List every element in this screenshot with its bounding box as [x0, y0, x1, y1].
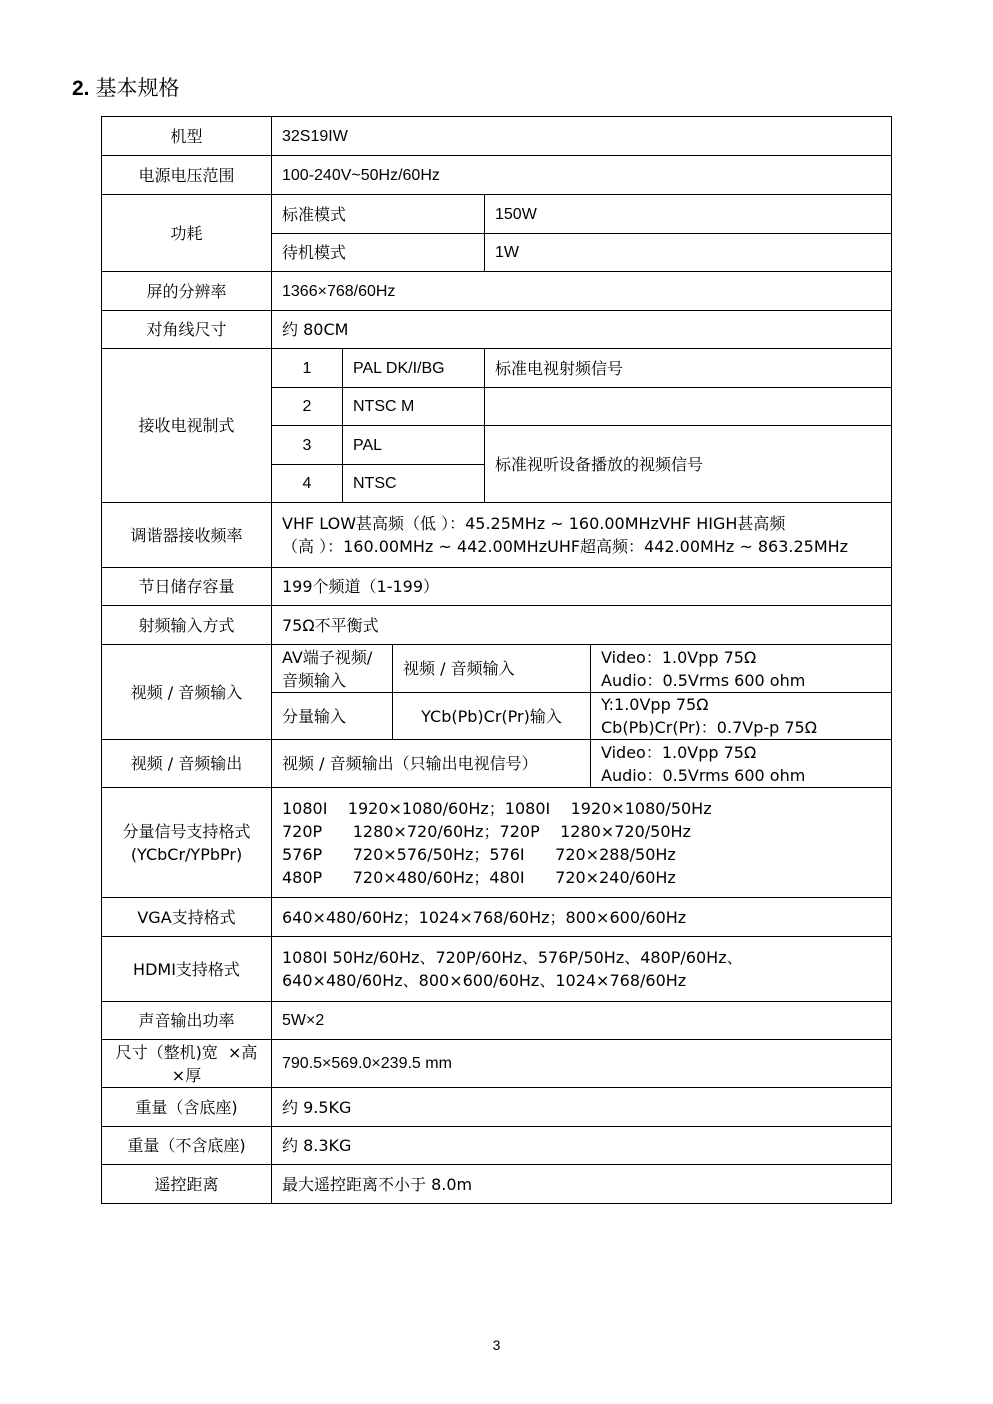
av-output-spec	[591, 740, 892, 788]
value-channels: 199个频道（1-199）	[272, 568, 892, 606]
row-vga	[102, 898, 892, 937]
label-dimensions	[102, 1040, 272, 1088]
page-number: 3	[492, 1337, 501, 1353]
row-tuner	[102, 503, 892, 568]
tv-system-name: NTSC	[343, 465, 485, 503]
row-model	[102, 117, 892, 156]
component-format-line: 720P 1280×720/60Hz；720P 1280×720/50Hz	[282, 821, 691, 841]
tv-system-desc: 标准电视射频信号	[485, 349, 892, 388]
power-standby-value: 1W	[485, 234, 892, 272]
av-output-desc: 视频 / 音频输出（只输出电视信号）	[272, 740, 591, 788]
row-component-formats	[102, 788, 892, 898]
av-output-spec-line-2: Audio：0.5Vrms 600 ohm	[601, 765, 806, 785]
component-formats-label-line-2: (YCbCr/YPbPr)	[130, 844, 243, 864]
component-format-line: 576P 720×576/50Hz；576I 720×288/50Hz	[282, 844, 676, 864]
row-tv-system-1	[102, 349, 892, 388]
component-format-line: 480P 720×480/60Hz；480I 720×240/60Hz	[282, 867, 676, 887]
component-format-line: 1080I 1920×1080/60Hz；1080I 1920×1080/50Hz	[282, 798, 712, 818]
spec-table	[101, 116, 892, 1204]
row-channels	[102, 568, 892, 606]
label-component-formats	[102, 788, 272, 898]
tv-system-no: 3	[272, 426, 343, 465]
value-diagonal: 约 80CM	[272, 311, 892, 349]
av-input-spec	[591, 645, 892, 693]
component-spec-line-2: Cb(Pb)Cr(Pr)：0.7Vp-p 75Ω	[601, 718, 817, 737]
label-model: 机型	[102, 117, 272, 156]
dimensions-label-line-1: 尺寸（整机)宽 ×高	[115, 1042, 258, 1062]
value-component-formats	[272, 788, 892, 898]
row-power-standard	[102, 195, 892, 234]
row-av-output	[102, 740, 892, 788]
av-terminal-line-2: 音频输入	[282, 670, 347, 690]
power-standby-mode: 待机模式	[272, 234, 485, 272]
component-terminal: 分量输入	[272, 693, 393, 740]
tv-system-name: NTSC M	[343, 388, 485, 426]
av-output-spec-line-1: Video：1.0Vpp 75Ω	[601, 742, 757, 762]
label-resolution: 屏的分辨率	[102, 272, 272, 311]
value-weight-base: 约 9.5KG	[272, 1088, 892, 1127]
label-vga: VGA支持格式	[102, 898, 272, 937]
row-weight-nobase	[102, 1127, 892, 1165]
label-diagonal: 对角线尺寸	[102, 311, 272, 349]
label-audio-power: 声音输出功率	[102, 1002, 272, 1040]
component-formats-label-line-1: 分量信号支持格式	[122, 821, 251, 841]
label-power: 功耗	[102, 195, 272, 272]
tv-system-name: PAL DK/I/BG	[343, 349, 485, 388]
row-av-input	[102, 645, 892, 693]
tv-system-desc	[485, 388, 892, 426]
label-voltage: 电源电压范围	[102, 156, 272, 195]
row-diagonal	[102, 311, 892, 349]
av-terminal-line-1: AV端子视频/	[282, 647, 373, 667]
value-vga: 640×480/60Hz；1024×768/60Hz；800×600/60Hz	[272, 898, 892, 937]
power-standard-value: 150W	[485, 195, 892, 234]
section-title: 基本规格	[95, 76, 180, 100]
hdmi-line-1: 1080I 50Hz/60Hz、720P/60Hz、576P/50Hz、480P/60Hz、	[282, 948, 743, 967]
value-remote: 最大遥控距离不小于 8.0m	[272, 1165, 892, 1204]
tuner-line-1: VHF LOW甚高频（低 ）：45.25MHz ~ 160.00MHzVHF HIGH甚高频	[282, 514, 786, 533]
tv-system-desc: 标准视听设备播放的视频信号	[485, 426, 892, 503]
component-spec-line-1: Y:1.0Vpp 75Ω	[601, 695, 709, 714]
label-remote: 遥控距离	[102, 1165, 272, 1204]
value-weight-nobase: 约 8.3KG	[272, 1127, 892, 1165]
row-rf-input	[102, 606, 892, 645]
row-resolution	[102, 272, 892, 311]
value-tuner	[272, 503, 892, 568]
row-voltage	[102, 156, 892, 195]
dimensions-label-line-2: ×厚	[171, 1065, 202, 1085]
tuner-line-2: （高 ）：160.00MHz ~ 442.00MHzUHF超高频：442.00MHz ~ 863.25MHz	[282, 537, 849, 556]
label-tuner: 调谐器接收频率	[102, 503, 272, 568]
value-model: 32S19IW	[272, 117, 892, 156]
tv-system-no: 4	[272, 465, 343, 503]
hdmi-line-2: 640×480/60Hz、800×600/60Hz、1024×768/60Hz	[282, 971, 687, 990]
av-input-spec-line-2: Audio：0.5Vrms 600 ohm	[601, 670, 806, 690]
component-input-spec	[591, 693, 892, 740]
component-input-type: YCb(Pb)Cr(Pr)输入	[393, 693, 591, 740]
av-terminal	[272, 645, 393, 693]
row-audio-power	[102, 1002, 892, 1040]
row-weight-base	[102, 1088, 892, 1127]
section-heading	[72, 72, 180, 102]
value-voltage: 100-240V~50Hz/60Hz	[272, 156, 892, 195]
label-av-output: 视频 / 音频输出	[102, 740, 272, 788]
section-number: 2.	[72, 77, 90, 100]
row-remote	[102, 1165, 892, 1204]
tv-system-no: 1	[272, 349, 343, 388]
label-rf-input: 射频输入方式	[102, 606, 272, 645]
label-channels: 节日储存容量	[102, 568, 272, 606]
label-weight-base: 重量（含底座)	[102, 1088, 272, 1127]
label-weight-nobase: 重量（不含底座)	[102, 1127, 272, 1165]
label-av-input: 视频 / 音频输入	[102, 645, 272, 740]
label-hdmi: HDMI支持格式	[102, 937, 272, 1002]
value-rf-input: 75Ω不平衡式	[272, 606, 892, 645]
av-input-spec-line-1: Video：1.0Vpp 75Ω	[601, 647, 757, 667]
label-tv-system: 接收电视制式	[102, 349, 272, 503]
value-resolution: 1366×768/60Hz	[272, 272, 892, 311]
power-standard-mode: 标准模式	[272, 195, 485, 234]
row-hdmi	[102, 937, 892, 1002]
value-audio-power: 5W×2	[272, 1002, 892, 1040]
value-hdmi	[272, 937, 892, 1002]
row-dimensions	[102, 1040, 892, 1088]
value-dimensions: 790.5×569.0×239.5 mm	[272, 1040, 892, 1088]
tv-system-name: PAL	[343, 426, 485, 465]
tv-system-no: 2	[272, 388, 343, 426]
av-input-type: 视频 / 音频输入	[393, 645, 591, 693]
